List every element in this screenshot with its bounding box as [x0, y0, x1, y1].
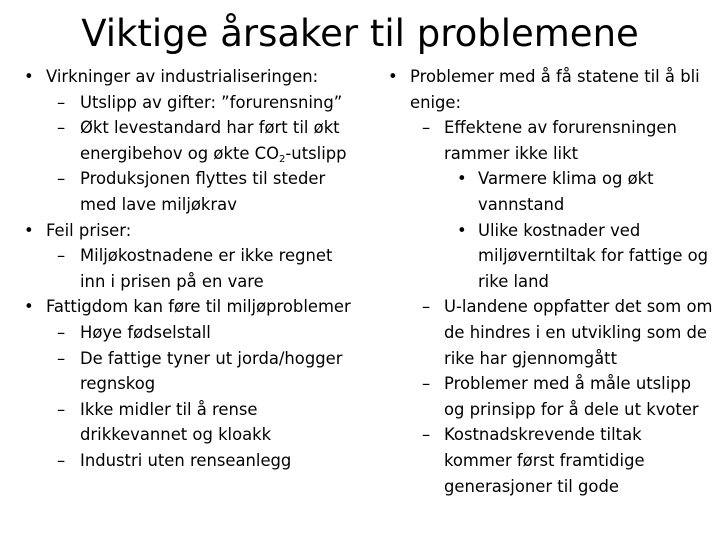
- bullet-text: Virkninger av industrialiseringen:: [46, 67, 319, 86]
- dash-marker: –: [422, 425, 431, 445]
- bullet-text: Problemer med å få statene til å bli enige:: [410, 67, 700, 112]
- dash-marker: –: [57, 92, 66, 112]
- sub-bullet-text: Problemer med å måle utslipp og prinsipp for å dele ut kvoter: [444, 374, 699, 419]
- bullet-marker: •: [388, 67, 398, 86]
- bullet-text: Fattigdom kan føre til miljøproblemer: [46, 297, 351, 317]
- dash-marker: –: [57, 322, 66, 342]
- sub-bullet-item: [388, 422, 714, 499]
- sub-bullet-text: Utslipp av gifter: ”forurensning”: [80, 92, 343, 112]
- bullet-item: [24, 294, 360, 320]
- sub-sub-bullet-item: [388, 166, 714, 217]
- bullet-marker: •: [24, 297, 34, 317]
- sub-bullet-item: [388, 371, 714, 422]
- bullet-marker: •: [457, 169, 467, 189]
- sub-bullet-item: [24, 90, 360, 116]
- sub-sub-bullet-item: [388, 218, 714, 295]
- bullet-item: [24, 64, 360, 90]
- sub-bullet-item: [388, 294, 714, 371]
- left-column: [24, 64, 360, 474]
- sub-bullet-text: Ikke midler til å rense drikkevannet og kloakk: [80, 399, 272, 445]
- sub-bullet-text: Høye fødselstall: [80, 322, 211, 342]
- sub-sub-bullet-text: Ulike kostnader ved miljøverntiltak for fattige og rike land: [478, 220, 709, 291]
- sub-bullet-item: [388, 115, 714, 166]
- dash-marker: –: [57, 169, 66, 189]
- dash-marker: –: [57, 450, 66, 470]
- dash-marker: –: [57, 399, 66, 419]
- sub-bullet-text: [80, 118, 347, 163]
- sub-bullet-item: [24, 243, 360, 294]
- sub-bullet-item: [24, 346, 360, 397]
- sub-bullet-text: Produksjonen flyttes til steder med lave miljøkrav: [80, 169, 326, 214]
- sub-bullet-text: U-landene oppfatter det som om de hindres i en utvikling som de rike har gjennomgått: [444, 297, 713, 368]
- dash-marker: –: [422, 297, 431, 317]
- sub-bullet-item: [24, 448, 360, 474]
- bullet-marker: •: [457, 220, 467, 240]
- sub-bullet-text: Kostnadskrevende tiltak kommer først framtidige generasjoner til gode: [444, 425, 645, 496]
- bullet-marker: •: [24, 220, 34, 240]
- sub-sub-bullet-text: Varmere klima og økt vannstand: [478, 169, 654, 214]
- dash-marker: –: [57, 118, 66, 138]
- sub-bullet-item: [24, 115, 360, 166]
- sub-bullet-item: [24, 397, 360, 448]
- dash-marker: –: [57, 348, 66, 368]
- bullet-item: [388, 64, 714, 115]
- co2-subscript: 2: [279, 153, 286, 165]
- co2-text-before: Økt levestandard har ført til økt energibehov og økte CO: [80, 118, 340, 163]
- sub-bullet-item: [24, 320, 360, 346]
- bullet-item: [24, 218, 360, 244]
- bullet-marker: •: [24, 67, 34, 86]
- co2-text-after: -utslipp: [285, 143, 347, 163]
- sub-bullet-text: Effektene av forurensningen rammer ikke likt: [444, 118, 677, 163]
- slide-title: Viktige årsaker til problemene: [81, 12, 639, 55]
- bullet-text: Feil priser:: [46, 220, 132, 240]
- dash-marker: –: [422, 374, 431, 394]
- sub-bullet-text: Industri uten renseanlegg: [80, 450, 292, 470]
- dash-marker: –: [422, 118, 431, 138]
- dash-marker: –: [57, 246, 66, 266]
- sub-bullet-item: [24, 166, 360, 217]
- sub-bullet-text: De fattige tyner ut jorda/hogger regnskog: [80, 348, 343, 394]
- sub-bullet-text: Miljøkostnadene er ikke regnet inn i prisen på en vare: [80, 246, 333, 291]
- right-column: [388, 64, 714, 499]
